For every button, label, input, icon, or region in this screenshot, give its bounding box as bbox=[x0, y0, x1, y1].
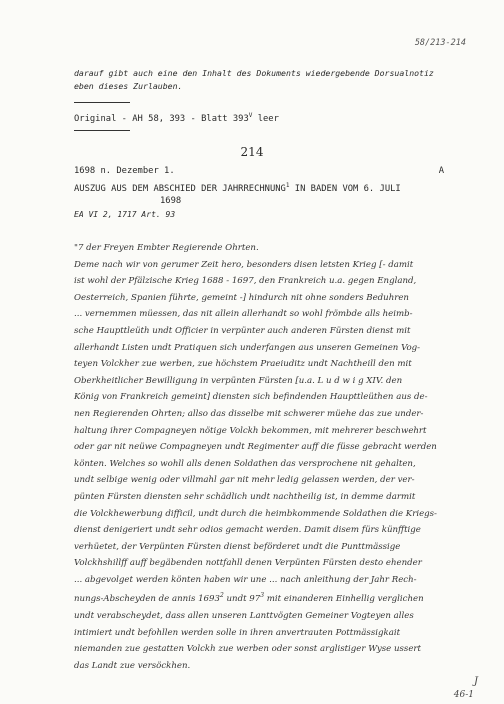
body-line: die Volckhewerbung difficil, undt durch die heimbkommende Soldathen die Kriegs- bbox=[74, 508, 437, 519]
body-line: undt selbige wenig oder villmahl gar nit mehr ledig gelassen werden, der ver- bbox=[74, 475, 415, 486]
original-text: Original - AH 58, 393 - Blatt 393 bbox=[74, 113, 249, 124]
original-sup: V bbox=[248, 112, 253, 119]
footnote-marker: 2 bbox=[219, 592, 224, 600]
body-line: verhüetet, der Verpünten Fürsten dienst beförderet undt die Punttmässige bbox=[74, 541, 401, 552]
body-line: allerhandt Listen undt Pratiquen sich underfangen aus unseren Gemeinen Vog- bbox=[74, 342, 421, 353]
original-suffix: leer bbox=[252, 113, 279, 124]
body-line: dienst denigeriert undt sehr odios gemacht werden. Damit disem fürs künfftige bbox=[74, 525, 421, 536]
body-line: "7 der Freyen Embter Regierende Ohrten. bbox=[74, 243, 259, 253]
original-source-line bbox=[74, 112, 279, 124]
body-line: undt verabscheydet, dass allen unseren Lanttvögten Gemeiner Vogteyen alles bbox=[74, 610, 414, 621]
body-line: intimiert undt befohllen werden solle in ihren anvertrauten Pottmässigkait bbox=[74, 627, 401, 638]
document-letter: A bbox=[438, 166, 444, 176]
title-year: 1698 bbox=[160, 195, 182, 206]
body-line: Volckhshillff auff begäbenden nottfahll denen Verpünten Fürsten desto ehender bbox=[74, 558, 422, 569]
title-text: AUSZUG AUS DEM ABSCHIED DER JAHRRECHNUNG bbox=[74, 183, 286, 194]
body-line: ... vernemmen müessen, das nit allein allerhandt so wohl frömbde alls heimb- bbox=[74, 309, 413, 320]
page-reference: 58/213-214 bbox=[414, 38, 466, 48]
body-line: nen Regierenden Ohrten; allso das disselbe mit schwerer müehe das zue under- bbox=[74, 408, 424, 419]
margin-annotation: J bbox=[473, 676, 478, 687]
body-line: pünten Fürsten diensten sehr schädlich undt nachtheilig ist, in demme darmit bbox=[74, 491, 416, 502]
intro-line: darauf gibt auch eine den Inhalt des Dokuments wiedergebende Dorsualnotiz bbox=[74, 68, 434, 78]
body-line: könten. Welches so wohll alls denen Soldathen das versprochene nit gehalten, bbox=[74, 458, 416, 469]
body-line: Deme nach wir von gerumer Zeit hero, besonders disen letsten Krieg [- damit bbox=[74, 259, 414, 270]
body-line: niemanden zue gestatten Volckh zue werben oder sonst arglistiger Wyse ussert bbox=[74, 644, 421, 655]
intro-paragraph bbox=[74, 67, 434, 93]
body-line: Oberkheitlicher Bewilligung in verpünten Fürsten [u.a. L u d w i g XIV. den bbox=[74, 375, 403, 386]
body-line: sche Haupttleüth undt Officier in verpünter auch anderen Fürsten dienst mit bbox=[74, 325, 411, 336]
footnote-marker: 3 bbox=[260, 592, 265, 600]
body-line: das Landt zue versöckhen. bbox=[74, 660, 191, 671]
divider bbox=[74, 102, 130, 103]
body-fragment: undt 97 bbox=[223, 594, 261, 605]
document-date: 1698 n. Dezember 1. bbox=[74, 166, 175, 176]
body-line: König von Frankreich gemeint] diensten sich befindenden Haupttleüthen aus de- bbox=[74, 392, 428, 403]
title-footnote: 1 bbox=[285, 182, 290, 189]
body-line bbox=[74, 588, 464, 607]
margin-annotation: 46-1 bbox=[453, 690, 474, 700]
document-number: 214 bbox=[240, 145, 264, 159]
body-line: ... abgevolget werden könten haben wir une ... nach anleithung der Jahr Rech- bbox=[74, 574, 417, 585]
document-source: EA VI 2, 1717 Art. 93 bbox=[74, 210, 176, 219]
body-line: haltung ihrer Compagneyen nötige Volckh bekommen, mit mehrerer beschwehrt bbox=[74, 425, 427, 436]
document-title bbox=[74, 180, 401, 207]
body-fragment: nungs-Abscheyden de annis 1693 bbox=[74, 594, 220, 605]
intro-line: eben dieses Zurlauben. bbox=[74, 81, 183, 91]
body-text bbox=[74, 240, 464, 674]
body-line: ist wohl der Pfälzische Krieg 1688 - 1697, den Frankreich u.a. gegen England, bbox=[74, 276, 417, 287]
body-fragment: mit einanderen Einhellig verglichen bbox=[264, 594, 424, 605]
divider bbox=[74, 130, 130, 131]
body-line: Oesterreich, Spanien führte, gemeint -] hindurch nit ohne sonders Beduhren bbox=[74, 292, 409, 303]
body-line: oder gar nit neüwe Compagneyen undt Regimenter auff die füsse gebracht werden bbox=[74, 442, 437, 453]
title-text: IN BADEN VOM 6. JULI bbox=[289, 183, 401, 194]
body-line: teyen Volckher zue werben, zue höchstem Praeiuditz undt Nachtheill den mit bbox=[74, 359, 412, 370]
